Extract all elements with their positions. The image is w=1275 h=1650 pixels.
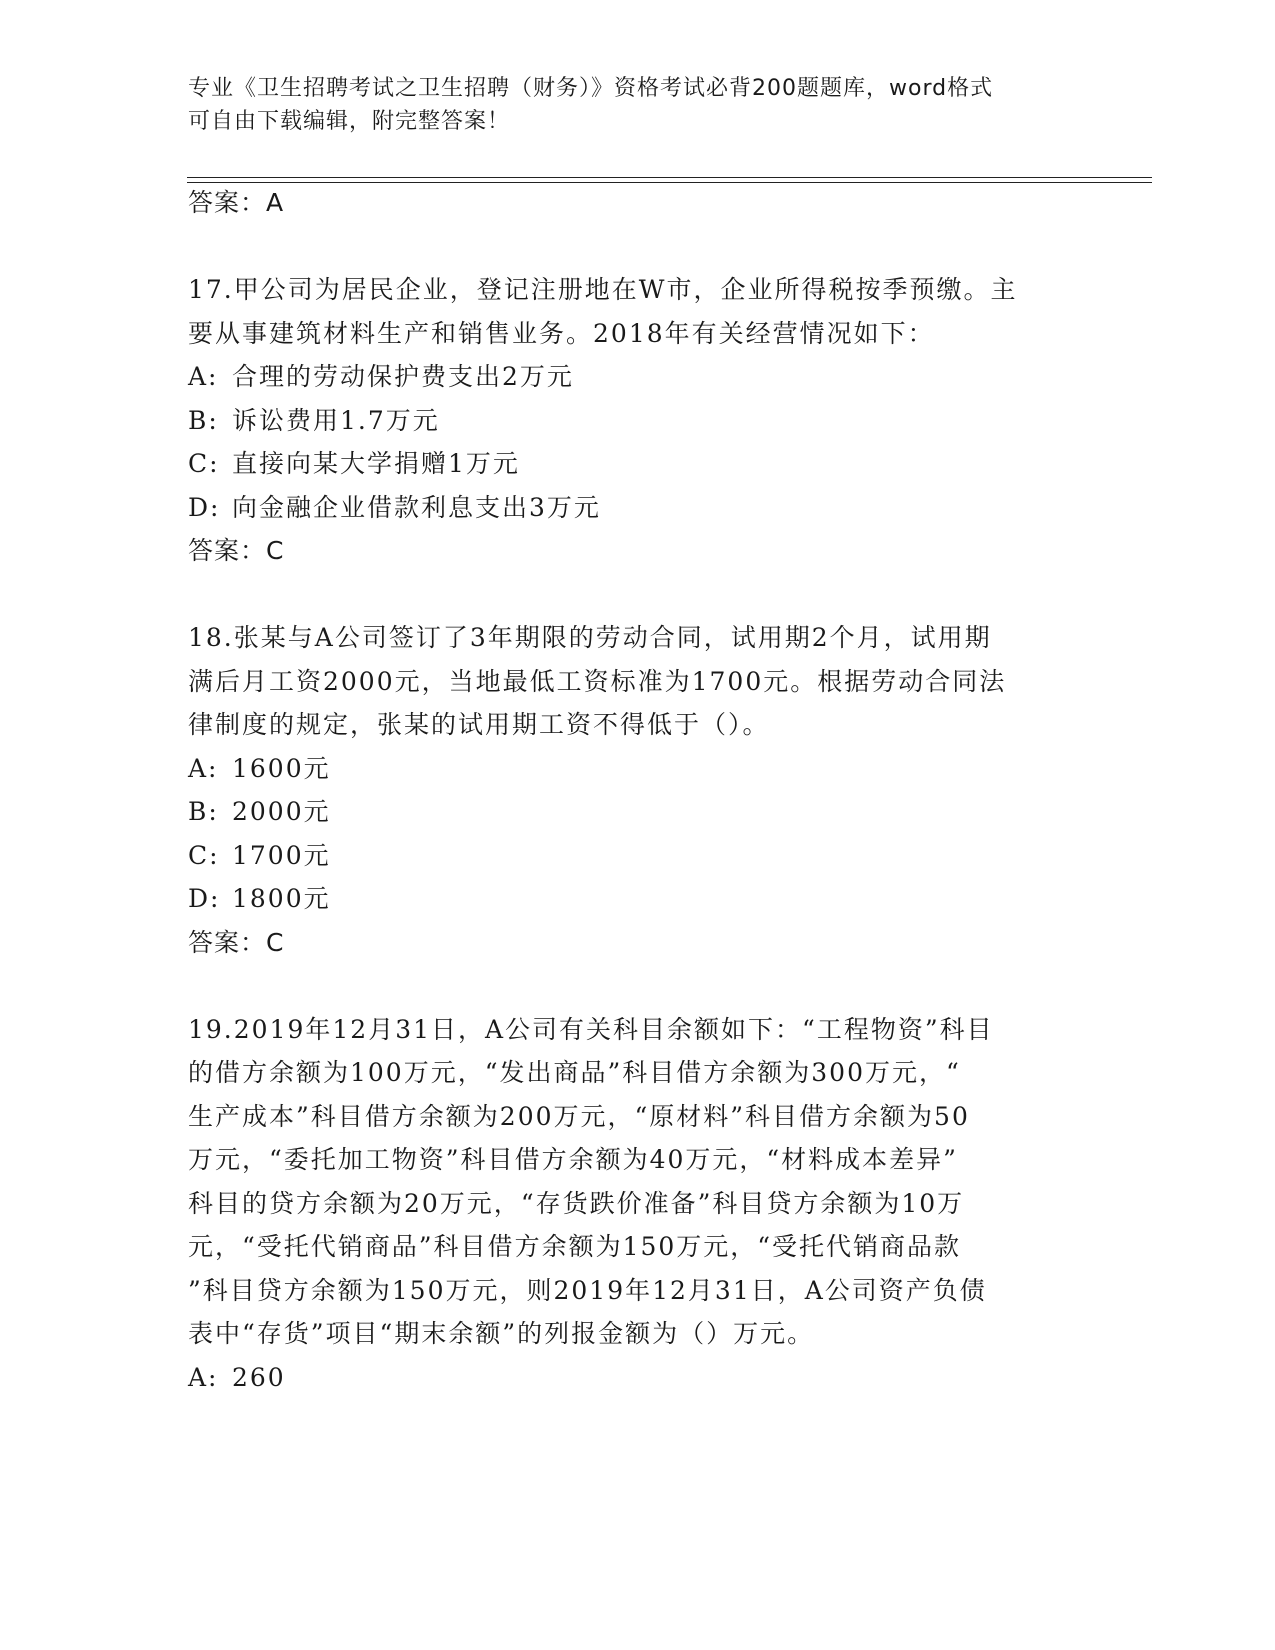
option-letter: B:: [188, 406, 219, 435]
question-17-option-b: [188, 406, 440, 436]
question-19-stem-line-7: ”科目贷方余额为150万元，则2019年12月31日，A公司资产负债: [188, 1276, 987, 1305]
option-text: 1800元: [232, 884, 331, 913]
header-line-2: 可自由下载编辑，附完整答案！: [188, 109, 511, 134]
question-17-stem-line-2: 要从事建筑材料生产和销售业务。2018年有关经营情况如下：: [188, 319, 935, 348]
option-text: 260: [232, 1363, 286, 1392]
question-19-stem-line-1: 19.2019年12月31日，A公司有关科目余额如下：“工程物资”科目: [188, 1015, 994, 1044]
question-18-option-a: [188, 754, 331, 784]
option-text: 1600元: [232, 754, 331, 783]
question-19-stem-line-2: 的借方余额为100万元，“发出商品”科目借方余额为300万元，“: [188, 1058, 961, 1087]
question-18-stem-line-2: 满后月工资2000元，当地最低工资标准为1700元。根据劳动合同法: [188, 667, 1007, 696]
question-19-stem-line-8: 表中“存货”项目“期末余额”的列报金额为（）万元。: [188, 1319, 815, 1348]
header-line-1: 专业《卫生招聘考试之卫生招聘（财务）》资格考试必背200题题库，word格式: [188, 76, 994, 101]
question-17-option-a: [188, 362, 574, 392]
previous-answer: 答案：A: [188, 188, 285, 217]
option-text: 直接向某大学捐赠1万元: [232, 449, 520, 478]
option-letter: A:: [188, 362, 219, 391]
question-19-stem-line-5: 科目的贷方余额为20万元，“存货跌价准备”科目贷方余额为10万: [188, 1189, 965, 1218]
question-18-option-d: [188, 884, 331, 914]
question-17-answer: 答案：C: [188, 536, 285, 565]
option-text: 诉讼费用1.7万元: [232, 406, 440, 435]
question-17-stem-line-1: 17.甲公司为居民企业，登记注册地在W市，企业所得税按季预缴。主: [188, 275, 1018, 304]
option-letter: B:: [188, 797, 219, 826]
option-text: 2000元: [232, 797, 331, 826]
question-18-option-b: [188, 797, 331, 827]
question-17-option-d: [188, 493, 601, 523]
option-text: 合理的劳动保护费支出2万元: [232, 362, 574, 391]
question-19-stem-line-6: 元，“受托代销商品”科目借方余额为150万元，“受托代销商品款: [188, 1232, 962, 1261]
option-letter: A:: [188, 1363, 219, 1392]
option-letter: C:: [188, 449, 220, 478]
question-19-stem-line-4: 万元，“委托加工物资”科目借方余额为40万元，“材料成本差异”: [188, 1145, 958, 1174]
option-letter: C:: [188, 841, 220, 870]
question-18-stem-line-1: 18.张某与A公司签订了3年期限的劳动合同，试用期2个月，试用期: [188, 623, 992, 652]
option-letter: D:: [188, 493, 221, 522]
option-letter: A:: [188, 754, 219, 783]
question-17-option-c: [188, 449, 520, 479]
option-text: 向金融企业借款利息支出3万元: [232, 493, 601, 522]
question-18-option-c: [188, 841, 331, 871]
option-letter: D:: [188, 884, 221, 913]
header-rule-top: [187, 177, 1152, 178]
question-19-stem-line-3: 生产成本”科目借方余额为200万元，“原材料”科目借方余额为50: [188, 1102, 970, 1131]
document-header: [188, 72, 1068, 138]
question-18-answer: 答案：C: [188, 928, 285, 957]
question-19-option-a: [188, 1363, 286, 1393]
question-18-stem-line-3: 律制度的规定，张某的试用期工资不得低于（）。: [188, 710, 770, 739]
header-rule-bottom: [187, 182, 1152, 183]
option-text: 1700元: [232, 841, 331, 870]
